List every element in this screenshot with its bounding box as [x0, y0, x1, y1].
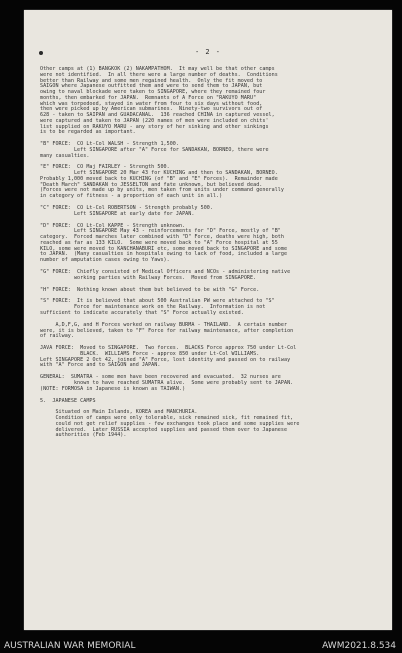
text-line: "B" FORCE: CO Lt-Col WALSH - Strength 1,500.: [40, 141, 179, 148]
text-line: (NOTE: FORMOSA in Japanese is known as TAIWAN.): [40, 385, 186, 392]
text-line: in category of fitness - a proportion of each unit in all.): [40, 193, 223, 200]
text-line: "H" FORCE: Nothing known about them but believed to be with "G" Force.: [40, 286, 260, 293]
text-line: "E" FORCE: CO Maj FAIRLEY - Strength 500.: [40, 164, 170, 171]
text-line: reached as far as 133 KILO. Some were moved back to "A" Force hospital at 55: [40, 239, 278, 246]
text-line: Left SINGAPORE at early date for JAPAN.: [40, 210, 195, 217]
text-line: then were picked up by American submarines. Ninety-two survivors out of: [40, 106, 263, 113]
text-line: category. Forced marches later combined with "D" Force, deaths were high, both: [40, 234, 284, 241]
text-line: were not identified. In all there were a large number of deaths. Conditions: [40, 71, 278, 78]
text-line: SAIGON where Japanese outfitted them and were to send them to JAPAN, but: [40, 83, 263, 90]
text-line: which was torpedoed, stayed in water from four to six days without food,: [40, 100, 263, 107]
text-line: Left SINGAPORE 20 Mar 43 for KUCHING and then to SANDAKAN, BORNEO.: [40, 170, 278, 177]
text-line: Condition of camps were only tolerable, sick remained sick, fit remained fit,: [40, 415, 294, 422]
text-line: list supplied on RAKUYO MARU - any story of her sinking and other sinkings: [40, 123, 269, 130]
text-line: Other camps at (1) BANGKOK (2) NAKAMPATHOM. It may well be that other camps: [40, 66, 275, 72]
footer-source: AUSTRALIAN WAR MEMORIAL: [4, 641, 136, 651]
text-line: KILO, some were moved to KANCHANABURI etc, some moved back to SINGAPORE and some: [40, 245, 288, 252]
text-line: "D" FORCE: CO Lt-Col KAPPE - Strength unknown.: [40, 222, 186, 229]
text-line: GENERAL: SUMATRA - some men have been recovered and evacuated. 32 nurses are: [40, 374, 281, 381]
text-line: 628 - taken to SAIPAN and GUADACANAL. 136 reached CHINA in captured vessel,: [40, 112, 275, 118]
footer-accession-number: AWM2021.8.534: [322, 641, 396, 651]
text-line: working parties with Railway Forces. Moved from SINGAPORE.: [40, 274, 257, 281]
text-line: Left SINGAPORE after "A" Force for SANDAKAN, BORNEO, there were: [40, 146, 269, 153]
text-line: better than Railway and some men regained health. Only the fit moved to: [40, 77, 263, 84]
text-line: "S" FORCE: It is believed that about 500 Australian PW were attached to "S": [40, 298, 275, 305]
text-line: known to have reached SUMATRA alive. Some were probably sent to JAPAN.: [40, 379, 294, 386]
text-line: with "A" Force and to SAIGON and JAPAN.: [40, 362, 161, 369]
text-line: many casualties.: [40, 152, 90, 159]
text-line: of railway.: [40, 333, 74, 340]
text-line: (Forces were not made up by units, men taken from units under command generally: [40, 187, 284, 194]
text-line: Left SINGAPORE 2 Oct 42, joined "A" Force, lost identity and passed on to railway: [40, 356, 291, 363]
text-line: Left SINGAPORE May 43 - reinforcements for "D" Force, mostly of "B": [40, 228, 281, 235]
text-line: 5. JAPANESE CAMPS: [40, 397, 96, 404]
text-line: owing to naval blockade were taken to SINGAPORE, where they remained four: [40, 89, 266, 95]
text-line: number of amputation cases owing to Yaws).: [40, 257, 170, 264]
text-line: months, then embarked for JAPAN. Remnants of A Force on "RAKUYO MARU": [40, 94, 257, 101]
text-line: "G" FORCE: Chiefly consisted of Medical Officers and NCOs - administering native: [40, 268, 291, 275]
text-line: could not get relief supplies - few exchanges took place and some supplies were: [40, 420, 300, 427]
text-line: JAVA FORCE: Moved to SINGAPORE. Two forces. BLACKS Force approx 750 under Lt-Col: [40, 345, 297, 352]
text-line: were captured and taken to JAPAN (220 names of men were included on chits': [40, 117, 269, 124]
text-line: BLACK. WILLIAMS Force - approx 850 under Lt-Col WILLIAMS.: [40, 350, 260, 357]
text-line: sufficient to indicate accurately that "S" Force actually existed.: [40, 309, 244, 316]
text-line: is to be regarded as important.: [40, 129, 136, 136]
text-line: A,D,F,G, and H Forces worked on railway BURMA - THAILAND. A certain number: [40, 321, 288, 328]
text-line: Situated on Main Islands, KOREA and MANCHURIA.: [40, 409, 198, 416]
punch-mark: [39, 51, 43, 55]
text-line: Force for maintenance work on the Railway. Information is not: [40, 304, 266, 311]
document-page: [24, 10, 392, 630]
text-line: "C" FORCE: CO Lt-Col ROBERTSON - Strength probably 500.: [40, 205, 213, 212]
document-text: [40, 67, 380, 439]
page-number: - 2 -: [194, 48, 222, 56]
text-line: "Death March" SANDAKAN to JESSELTON and fate unknown, but believed dead.: [40, 181, 263, 188]
text-line: delivered. Later RUSSIA accepted supplies and passed them over to Japanese: [40, 426, 288, 433]
text-line: to JAPAN. (Many casualties in hospitals owing to lack of food, included a large: [40, 251, 288, 258]
text-line: authorities (Feb 1944).: [40, 432, 127, 439]
text-line: Probably 1,000 moved back to KUCHING (of "B" and "E" Forces). Remainder made: [40, 175, 278, 182]
text-line: were, it is believed, taken to "F" Force for railway maintenance, after completion: [40, 327, 294, 334]
